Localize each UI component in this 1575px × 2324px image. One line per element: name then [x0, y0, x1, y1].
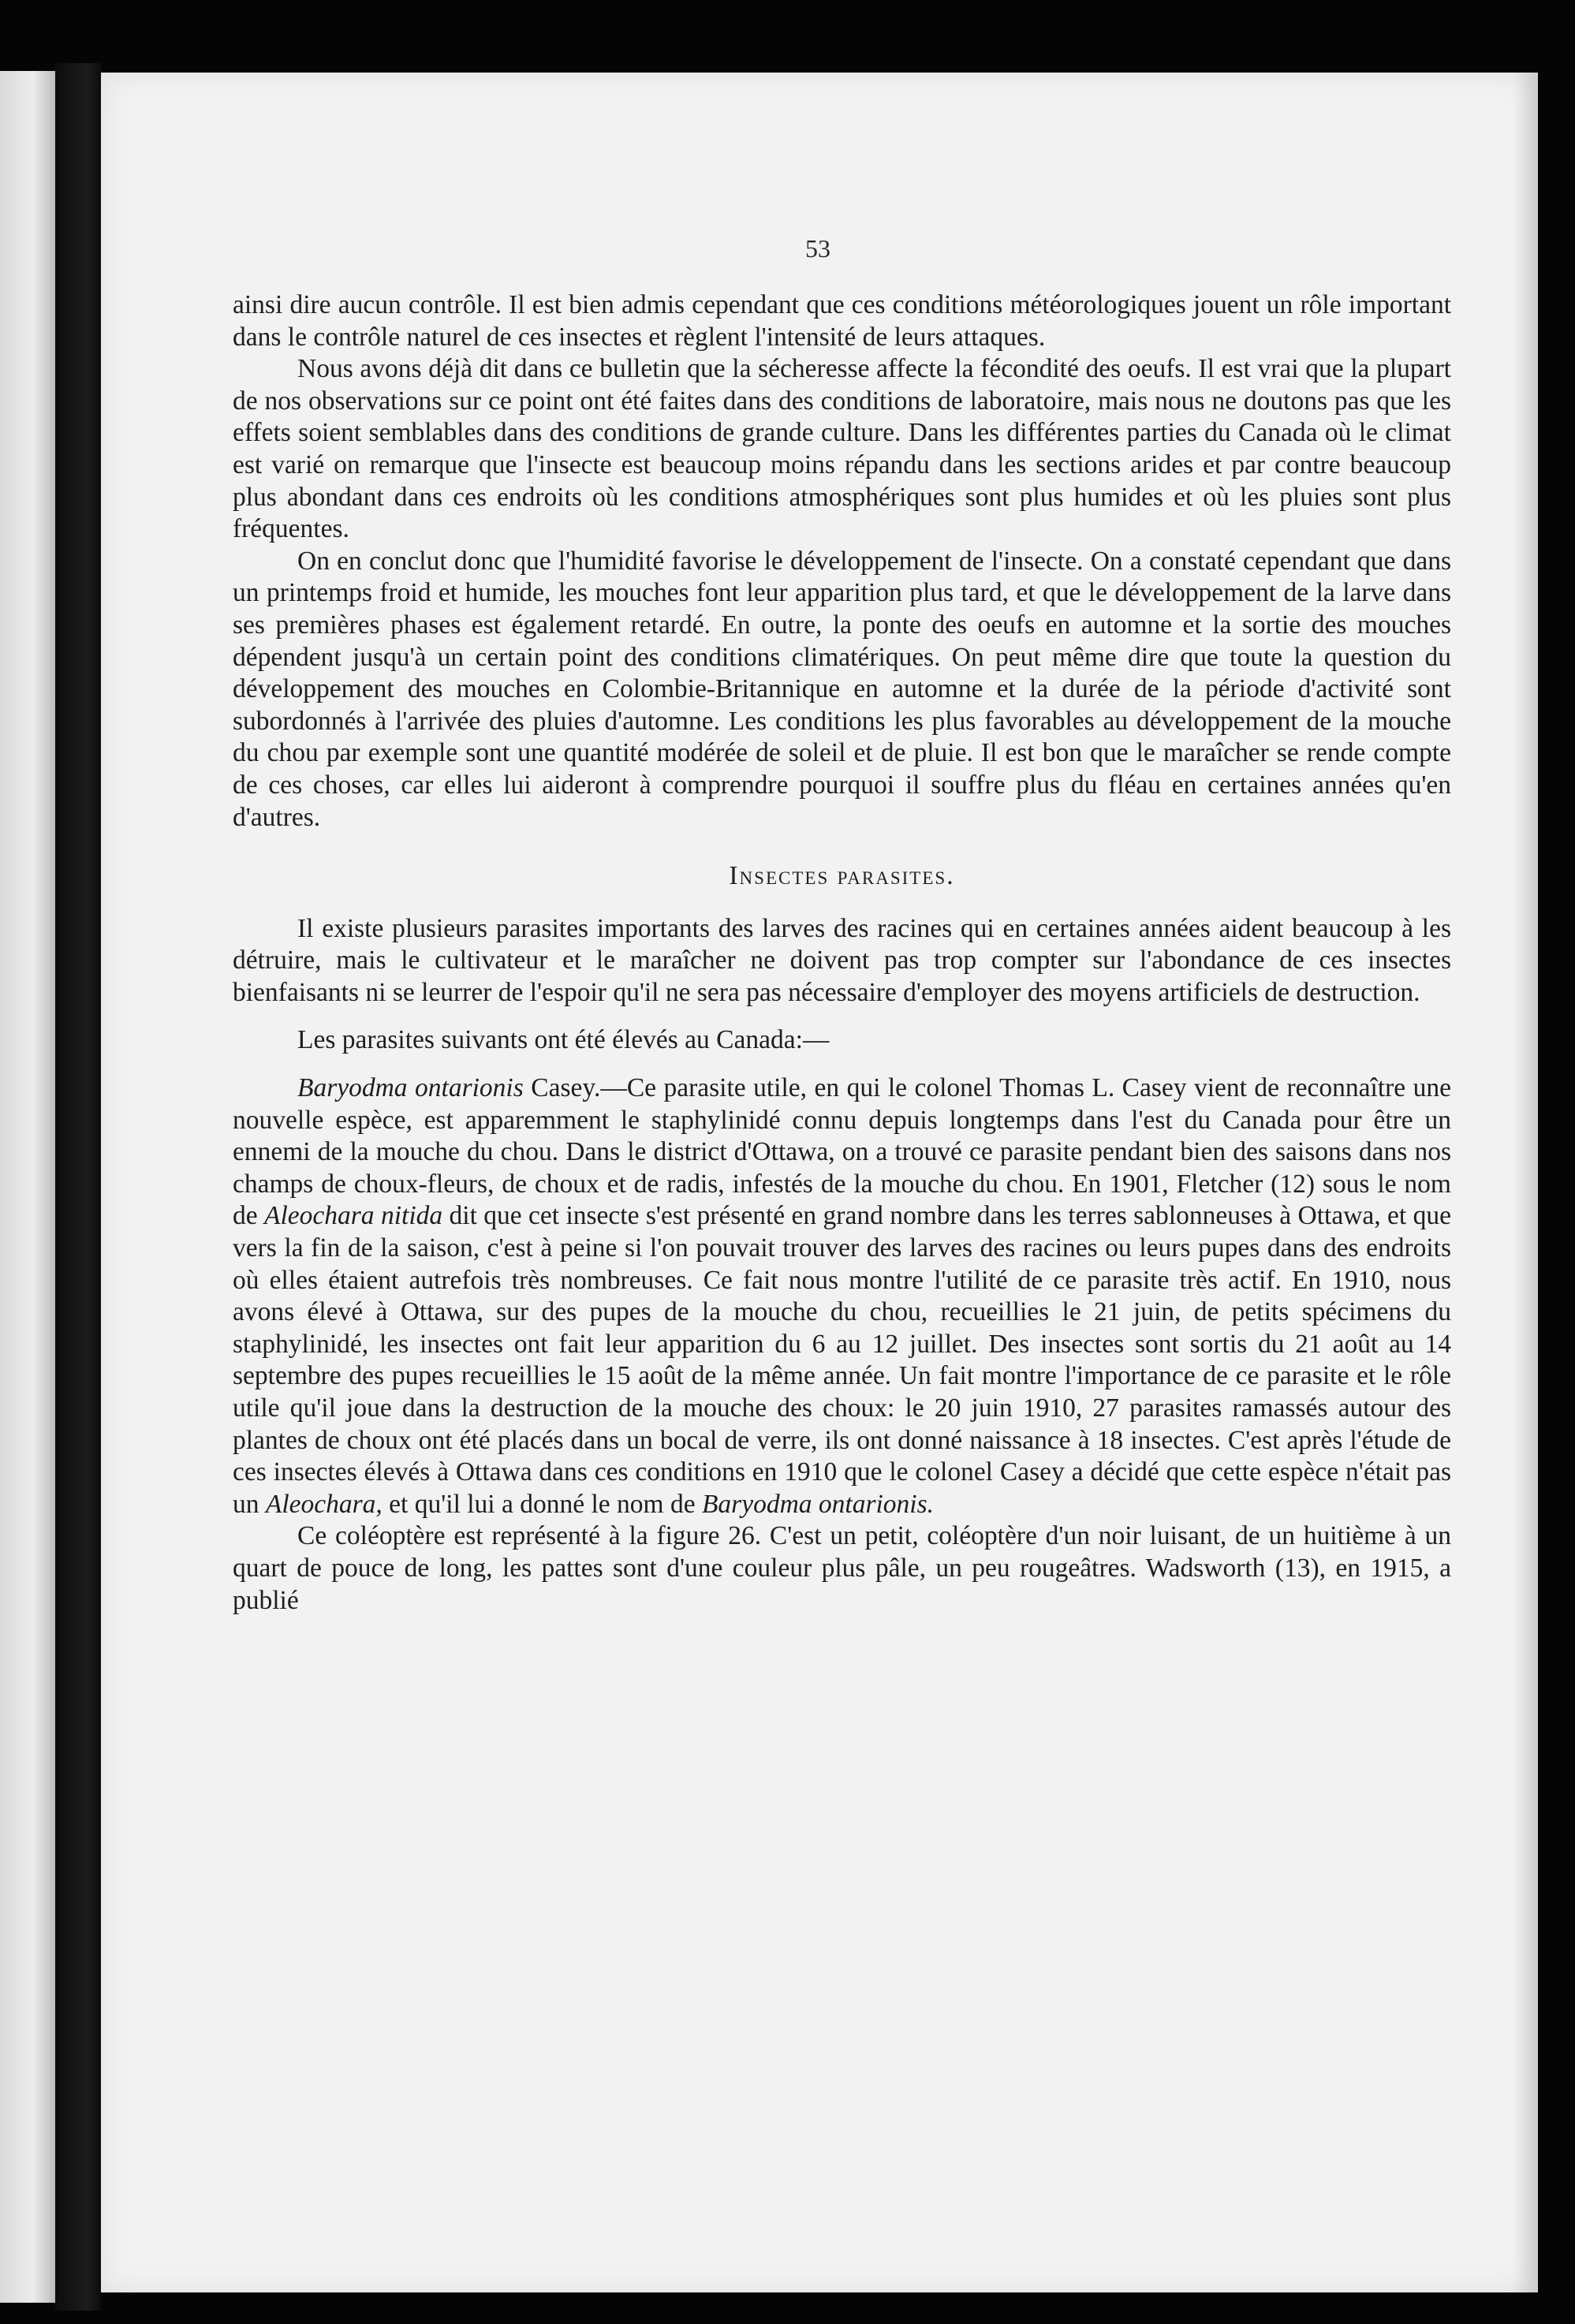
page-number: 53: [805, 234, 830, 263]
paragraph-text: Casey.—Ce parasite utile, en qui le colonel Thomas L. Casey vient de reconnaître une nouvelle espèce, est apparemment le staphylinidé connu depuis longtemps dans l'est du Canada pour être un ennemi de la mouche du chou. Dans le district d'Ottawa, on a trouvé ce parasite pendant bien des saisons dans nos champs de choux-fleurs, de choux et de radis, infestés de la mouche du chou. En 1901, Fletcher (12) sous le nom de: [233, 1073, 1452, 1231]
paragraph-baryodma: [233, 1072, 1451, 1520]
body-text: [233, 289, 1451, 1617]
page: [101, 73, 1538, 2292]
book-gutter: [55, 63, 101, 2311]
paragraph: Nous avons déjà dit dans ce bulletin que la sécheresse affecte la fécondité des oeufs. Il est vrai que la plupart de nos observations sur ce point ont été faites dans des conditions de laboratoire, mais nous ne doutons pas que les effets soient semblables dans des conditions de grande culture. Dans les différentes parties du Canada où le climat est varié on remarque que l'insecte est beaucoup moins répandu dans les sections arides et par contre beaucoup plus abondant dans ces endroits où les conditions atmosphériques sont plus humides et où les pluies sont plus fréquentes.: [233, 354, 1451, 544]
section-heading: Insectes parasites.: [729, 861, 955, 891]
paragraph: Ce coléoptère est représenté à la figure 26. C'est un petit, coléoptère d'un noir luisant, de un huitième à un quart de pouce de long, les pattes sont d'une couleur plus pâle, un peu rougeâtres. Wadsworth (13), en 1915, a publié: [233, 1521, 1451, 1615]
page-shadow: [1513, 73, 1535, 2292]
paragraph: ainsi dire aucun contrôle. Il est bien admis cependant que ces conditions météorologiques jouent un rôle important dans le contrôle naturel de ces insectes et règlent l'intensité de leurs attaques.: [233, 290, 1451, 352]
paragraph: Les parasites suivants ont été élevés au Canada:—: [297, 1025, 830, 1055]
genus-name: Aleochara,: [265, 1489, 383, 1519]
species-name: Baryodma ontarionis.: [701, 1489, 935, 1519]
facing-page-edge: [0, 71, 55, 2303]
paragraph: Il existe plusieurs parasites importants des larves des racines qui en certaines années aident beaucoup à les détruire, mais le cultivateur et le maraîcher ne doivent pas trop compter sur l'abondance de ces insectes bienfaisants ni se leurrer de l'espoir qu'il ne sera pas nécessaire d'employer des moyens artificiels de destruction.: [233, 913, 1451, 1007]
paragraph-text: dit que cet insecte s'est présenté en grand nombre dans les terres sablonneuses à Ottawa, et que vers la fin de la saison, c'est à peine si l'on pouvait trouver des larves des racines ou leurs pupes dans des endroits où elles étaient autrefois très nombreuses. Ce fait nous montre l'utilité de ce parasite très actif. En 1910, nous avons élevé à Ottawa, sur des pupes de la mouche du chou, recueillies le 21 juin, de petits spécimens du staphylinidé, les insectes ont fait leur apparition du 6 au 12 juillet. Des insectes sont sortis du 21 août au 14 septembre des pupes recueillies le 15 août de la même année. Un fait montre l'importance de ce parasite et le rôle utile qu'il joue dans la destruction de la mouche des choux: le 20 juin 1910, 27 parasites ramassés autour des plantes de choux ont été placés dans un bocal de verre, ils ont donné naissance à 18 insectes. C'est après l'étude de ces insectes élevés à Ottawa dans ces conditions en 1910 que le colonel Casey a décidé que cette espèce n'était pas un: [233, 1201, 1451, 1519]
paragraph: On en conclut donc que l'humidité favorise le développement de l'insecte. On a constaté cependant que dans un printemps froid et humide, les mouches font leur apparition plus tard, et que le développement de la larve dans ses premières phases est également retardé. En outre, la ponte des oeufs en automne et la sortie des mouches dépendent jusqu'à un certain point des conditions climatériques. On peut même dire que toute la question du développement des mouches en Colombie-Britannique en automne et la durée de la période d'activité sont subordonnés à l'arrivée des pluies d'automne. Les conditions les plus favorables au développement de la mouche du chou par exemple sont une quantité modérée de soleil et de pluie. Il est bon que le maraîcher se rende compte de ces choses, car elles lui aideront à comprendre pourquoi il souffre plus du fléau en certaines années qu'en d'autres.: [233, 546, 1451, 832]
paragraph-text: et qu'il lui a donné le nom de: [382, 1489, 702, 1519]
species-name: Baryodma ontarionis: [297, 1073, 524, 1103]
species-name: Aleochara nitida: [264, 1201, 443, 1231]
